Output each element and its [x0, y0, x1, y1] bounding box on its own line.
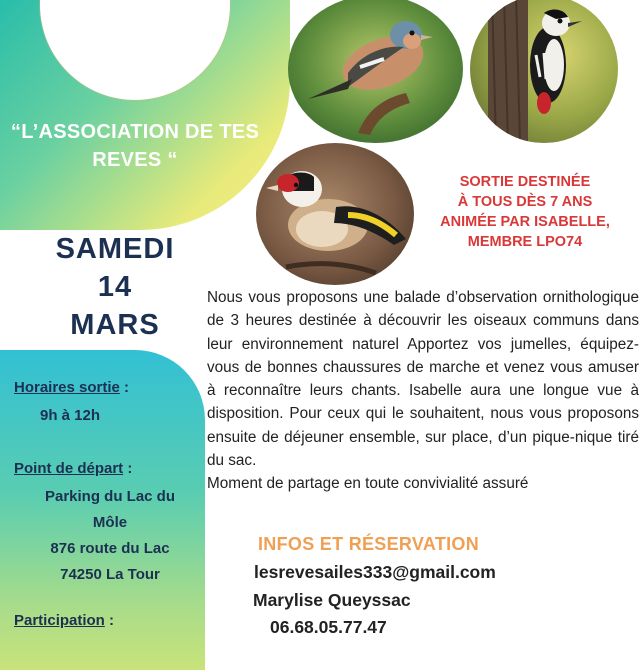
- description-main: Nous vous proposons une balade d’observation ornithologique de 3 heures destinée à découvrir les oiseaux communs dans leur environnement naturel Apportez vos jumelles, équipez-vous de bonnes chaussures de marche et venez vous amuser à reconnaître leurs chants. Isabelle aura une longue vue à disposition. Pour ceux qui le souhaitent, nous vous proposons ensuite de déjeuner ensemble, sur place, d’un pique-nique tiré du sac.: [207, 289, 639, 470]
- sortie-description: [420, 172, 630, 252]
- sortie-line-2: À TOUS DÈS 7 ANS: [457, 194, 593, 210]
- association-name: “L’ASSOCIATION DE TES REVES “: [10, 121, 260, 171]
- sortie-line-3: ANIMÉE PAR ISABELLE,: [440, 214, 610, 230]
- depart-colon: :: [123, 460, 133, 477]
- hours-value: 9h à 12h: [40, 407, 101, 424]
- hours-label: Horaires sortie: [14, 379, 120, 396]
- event-date: [20, 230, 210, 344]
- woodpecker-photo: [470, 0, 618, 143]
- contact-phone[interactable]: 06.68.05.77.47: [270, 617, 387, 637]
- date-month: MARS: [70, 309, 160, 341]
- sortie-line-1: SORTIE DESTINÉE: [459, 174, 591, 190]
- depart-heading: [14, 460, 199, 477]
- depart-line-1: Parking du Lac du: [44, 488, 176, 505]
- participation-heading: [14, 612, 199, 629]
- depart-line-2: Môle: [92, 514, 128, 531]
- participation-label: Participation: [14, 612, 105, 629]
- participation-colon: :: [104, 612, 115, 629]
- sortie-line-4: MEMBRE LPO74: [467, 234, 583, 250]
- contact-email[interactable]: lesrevesailes333@gmail.com: [254, 562, 496, 582]
- chaffinch-photo: [288, 0, 463, 143]
- date-day-name: SAMEDI: [55, 233, 175, 265]
- depart-line-4: 74250 La Tour: [60, 566, 160, 583]
- description-block: [207, 286, 639, 496]
- depart-label: Point de départ: [14, 460, 124, 477]
- hours-heading: [14, 379, 199, 396]
- depart-address: [20, 484, 200, 588]
- infos-title: INFOS ET RÉSERVATION: [258, 534, 480, 554]
- date-day-number: 14: [97, 271, 133, 303]
- goldfinch-photo: [256, 143, 414, 285]
- description-closing: Moment de partage en toute convivialité assuré: [207, 475, 529, 493]
- contact-name: Marylise Queyssac: [253, 590, 411, 610]
- hours-colon: :: [119, 379, 130, 396]
- depart-line-3: 876 route du Lac: [50, 540, 170, 557]
